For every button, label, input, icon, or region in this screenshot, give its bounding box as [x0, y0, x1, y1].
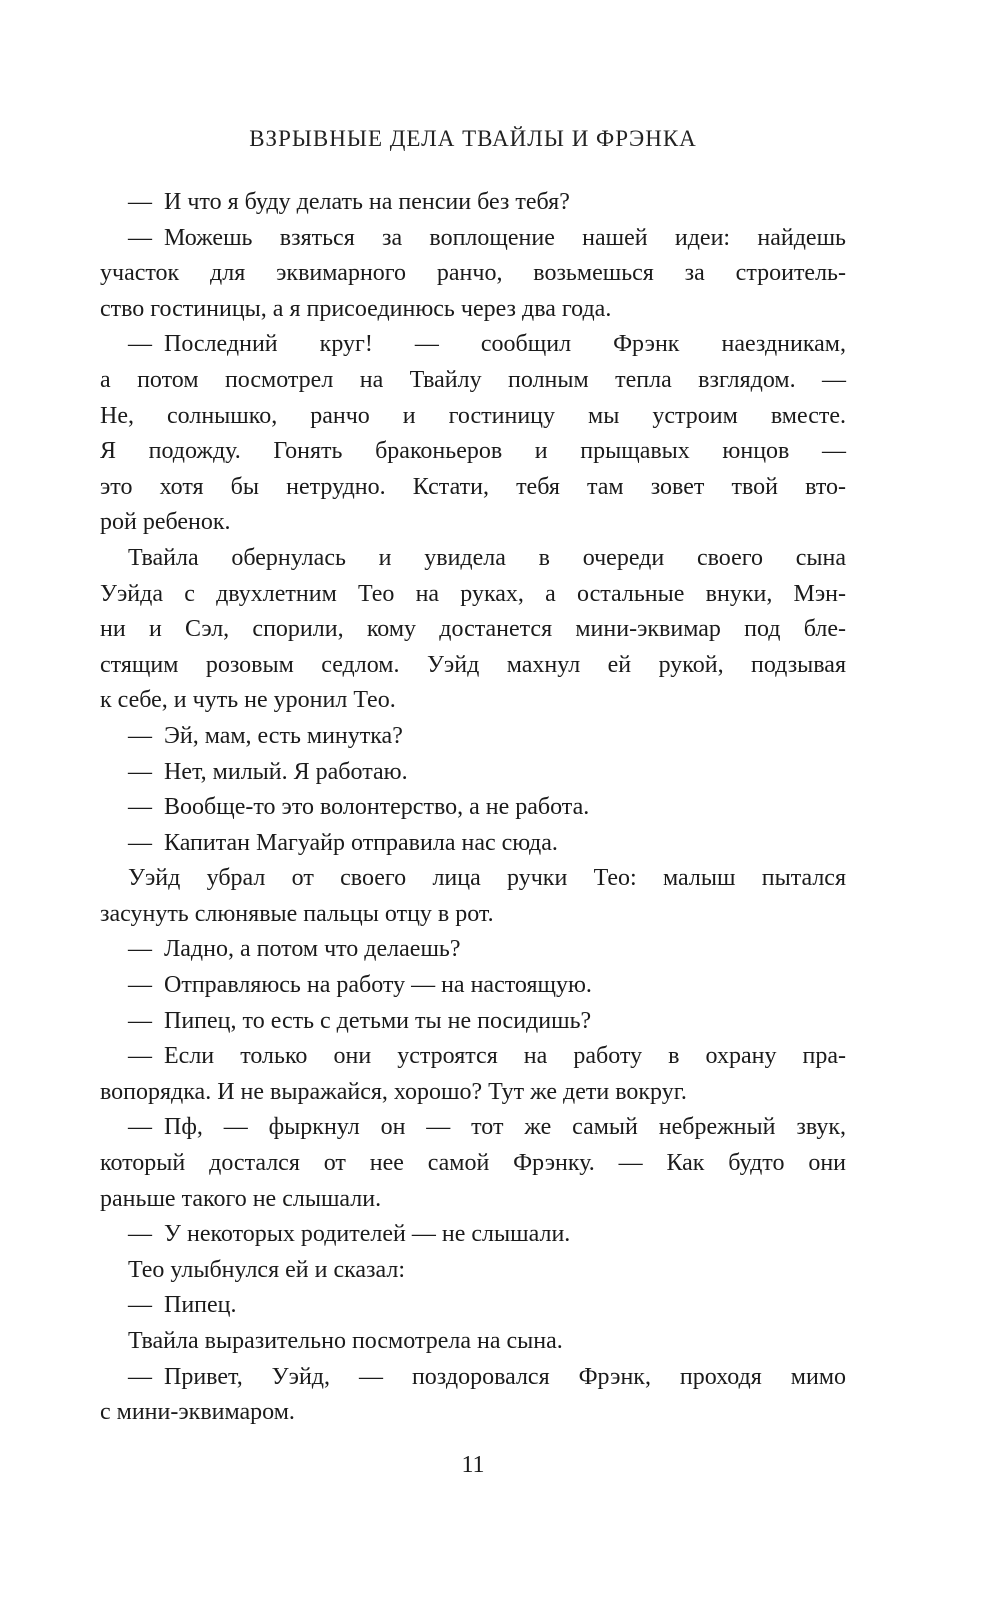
text-line: — И что я буду делать на пенсии без тебя?: [128, 189, 570, 215]
text-line: раньше такого не слышали.: [100, 1185, 382, 1212]
page-number: 11: [461, 1452, 485, 1478]
text-line: рой ребенок.: [100, 509, 231, 536]
text-line: — Нет, милый. Я работаю.: [128, 758, 408, 785]
text-line: — Пипец.: [128, 1292, 237, 1319]
text-line: Я подожду. Гонять браконьеров и прыщавых юнцов —: [100, 438, 846, 465]
text-line: вопорядка. И не выражайся, хорошо? Тут же дети вокруг.: [100, 1078, 687, 1105]
text-line: с мини-эквимаром.: [100, 1399, 295, 1426]
text-line: Тео улыбнулся ей и сказал:: [128, 1256, 406, 1283]
text-line: — У некоторых родителей — не слышали.: [128, 1221, 571, 1248]
text-line: — Пф, — фыркнул он — тот же самый небрежный звук,: [128, 1114, 846, 1141]
text-line: ни и Сэл, спорили, кому достанется мини-эквимар под бле-: [100, 616, 846, 643]
text-line: — Последний круг! — сообщил Фрэнк наездникам,: [128, 331, 846, 358]
text-line: — Привет, Уэйд, — поздоровался Фрэнк, проходя мимо: [128, 1363, 846, 1390]
text-line: — Ладно, а потом что делаешь?: [128, 936, 461, 963]
text-line: это хотя бы нетрудно. Кстати, тебя там зовет твой вто-: [100, 473, 846, 500]
text-line: Уэйда с двухлетним Тео на руках, а остальные внуки, Мэн-: [100, 580, 846, 607]
text-line: Не, солнышко, ранчо и гостиницу мы устроим вместе.: [100, 402, 846, 429]
text-line: участок для эквимарного ранчо, возьмешься за строитель-: [100, 260, 846, 287]
text-line: — Можешь взяться за воплощение нашей идеи: найдешь: [128, 224, 846, 251]
text-line: ство гостиницы, а я присоединюсь через два года.: [100, 295, 612, 322]
body-text: [100, 185, 846, 1431]
text-line: который достался от нее самой Фрэнку. — Как будто они: [100, 1150, 846, 1177]
text-line: Уэйд убрал от своего лица ручки Тео: малыш пытался: [128, 865, 846, 892]
text-line: — Если только они устроятся на работу в охрану пра-: [128, 1043, 846, 1070]
text-line: Твайла выразительно посмотрела на сына.: [128, 1328, 563, 1354]
text-line: — Пипец, то есть с детьми ты не посидишь?: [128, 1007, 592, 1034]
text-line: а потом посмотрел на Твайлу полным тепла взглядом. —: [100, 366, 846, 393]
text-line: засунуть слюнявые пальцы отцу в рот.: [100, 900, 494, 927]
text-line: — Эй, мам, есть минутка?: [128, 722, 403, 749]
text-line: Твайла обернулась и увидела в очереди своего сына: [128, 544, 846, 571]
text-line: к себе, и чуть не уронил Тео.: [100, 687, 396, 714]
text-line: — Вообще-то это волонтерство, а не работа.: [128, 794, 590, 821]
text-line: стящим розовым седлом. Уэйд махнул ей рукой, подзывая: [100, 651, 846, 678]
running-head: ВЗРЫВНЫЕ ДЕЛА ТВАЙЛЫ И ФРЭНКА: [249, 126, 697, 151]
text-line: — Отправляюсь на работу — на настоящую.: [128, 972, 592, 999]
text-line: — Капитан Магуайр отправила нас сюда.: [128, 829, 558, 856]
